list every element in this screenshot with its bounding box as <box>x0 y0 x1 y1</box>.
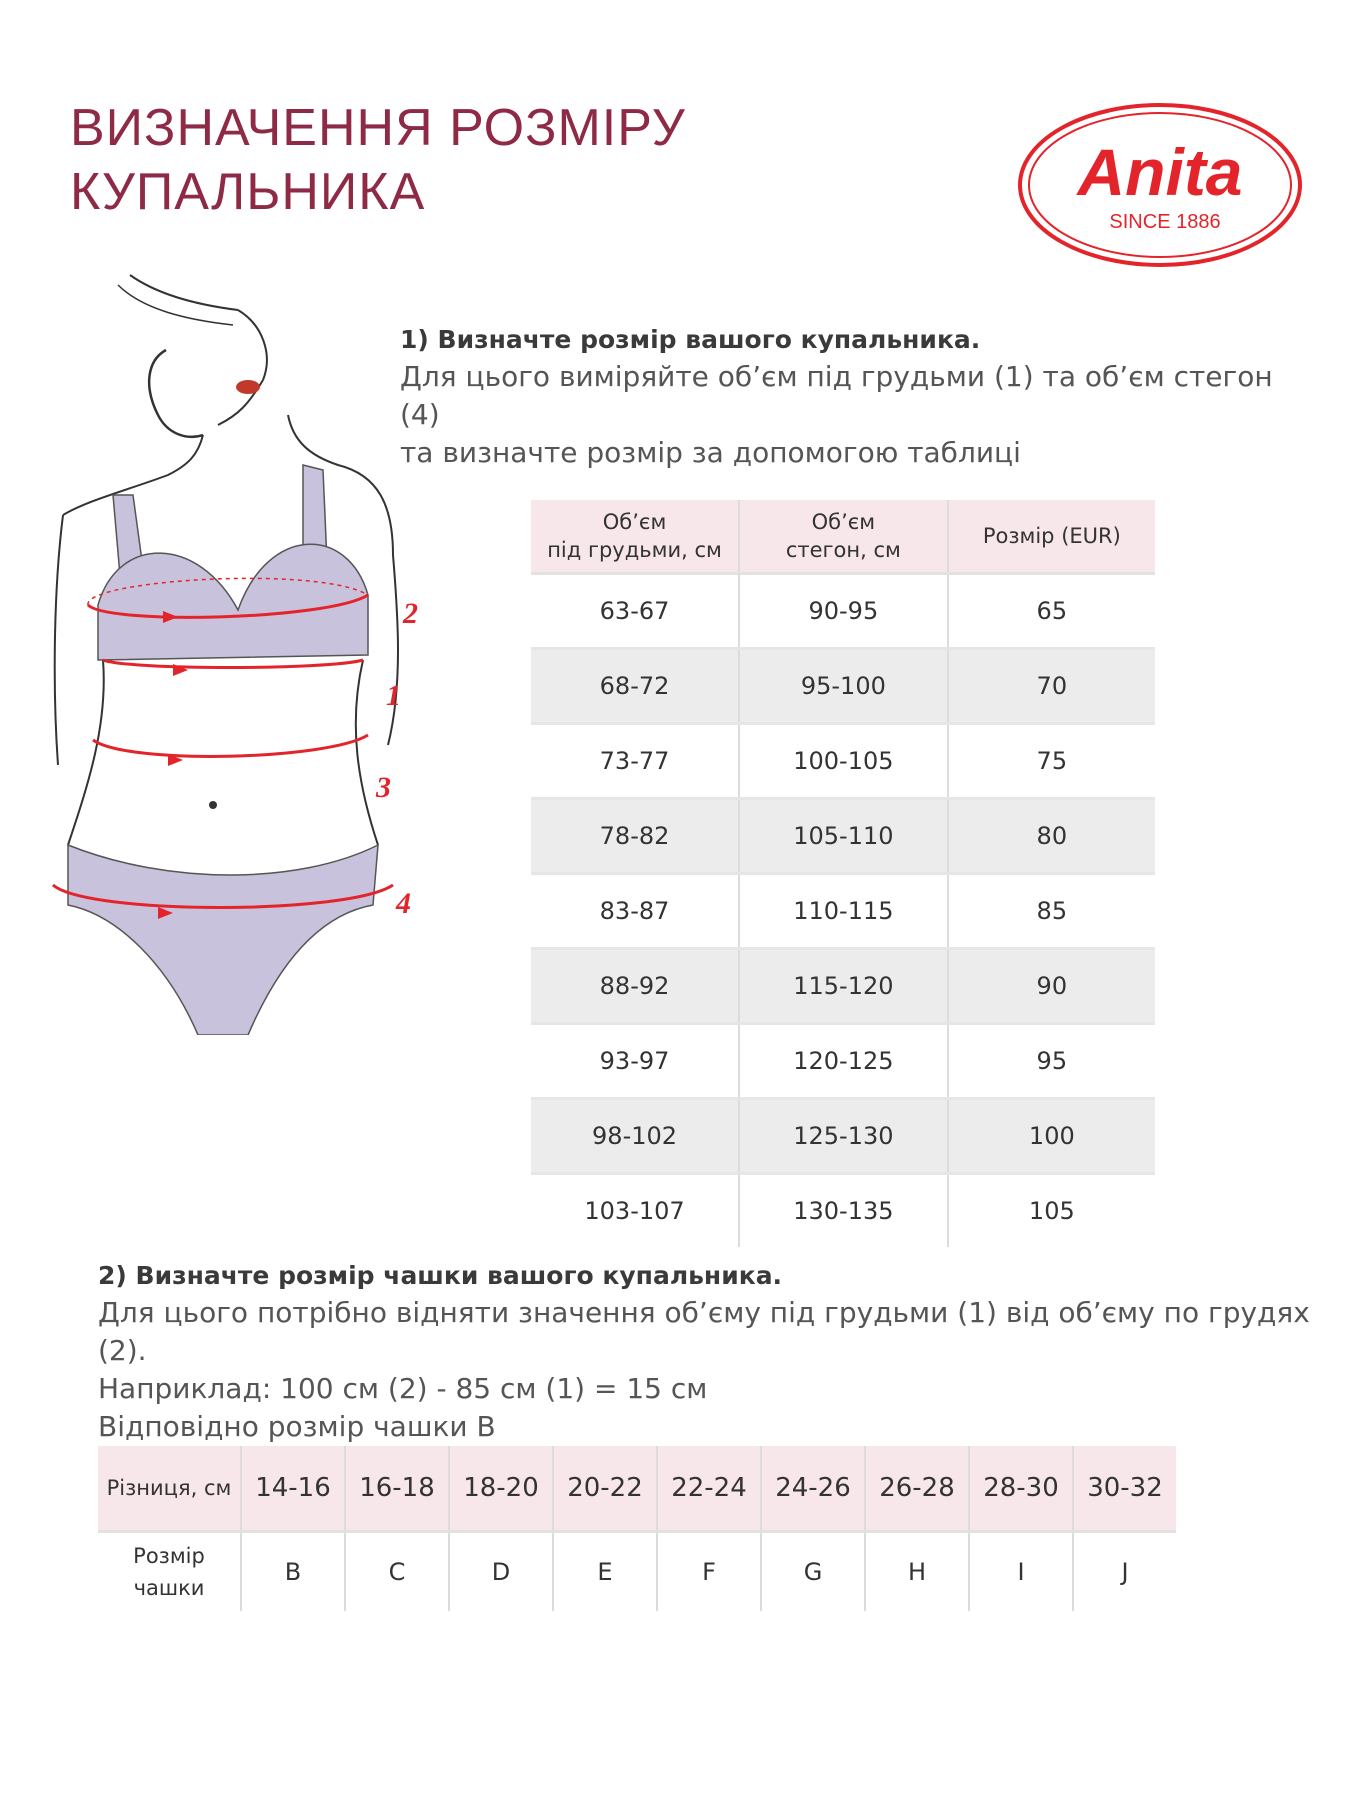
difference-cell: 26-28 <box>865 1446 969 1532</box>
marker-4: 4 <box>396 887 411 920</box>
table-row <box>531 874 1155 949</box>
logo-brand: Anita <box>1077 135 1243 209</box>
cell-underbust: 73-77 <box>531 724 739 799</box>
step2-section <box>98 1258 1328 1446</box>
page-title-line1: ВИЗНАЧЕННЯ РОЗМІРУ <box>70 99 686 157</box>
cell-hips: 125-130 <box>739 1099 948 1174</box>
cup-cell: D <box>449 1532 553 1612</box>
cell-hips: 120-125 <box>739 1024 948 1099</box>
header-hips-line1: Об’єм <box>811 510 876 534</box>
cell-size: 100 <box>948 1099 1155 1174</box>
difference-row-label: Різниця, см <box>98 1446 241 1532</box>
step1-heading: 1) Визначте розмір вашого купальника. <box>400 325 981 354</box>
cell-underbust: 78-82 <box>531 799 739 874</box>
page-title <box>70 96 686 224</box>
cup-cell: F <box>657 1532 761 1612</box>
header-hips <box>739 500 948 574</box>
cup-cell: H <box>865 1532 969 1612</box>
table-row <box>531 574 1155 649</box>
table-row <box>531 1174 1155 1248</box>
cup-row-label <box>98 1532 241 1612</box>
header-underbust-line1: Об’єм <box>602 510 667 534</box>
cup-table-cup-row <box>98 1532 1176 1612</box>
cup-cell: E <box>553 1532 657 1612</box>
cell-size: 80 <box>948 799 1155 874</box>
step1-text-line1: Для цього виміряйте об’єм під грудьми (1) та об’єм стегон (4) <box>400 360 1273 431</box>
table-row <box>531 1099 1155 1174</box>
cell-size: 75 <box>948 724 1155 799</box>
cup-row-label-line2: чашки <box>133 1576 205 1600</box>
table-row <box>531 724 1155 799</box>
header-underbust <box>531 500 739 574</box>
header-underbust-line2: під грудьми, см <box>547 538 722 562</box>
cup-cell: G <box>761 1532 865 1612</box>
cell-underbust: 88-92 <box>531 949 739 1024</box>
header-hips-line2: стегон, см <box>785 538 901 562</box>
body-measurement-illustration <box>48 265 418 1035</box>
header-size-eur <box>948 500 1155 574</box>
table-row <box>531 799 1155 874</box>
cell-size: 65 <box>948 574 1155 649</box>
cell-underbust: 103-107 <box>531 1174 739 1248</box>
page-title-line2: КУПАЛЬНИКА <box>70 163 426 221</box>
difference-cell: 22-24 <box>657 1446 761 1532</box>
step2-text-line2: Наприклад: 100 см (2) - 85 см (1) = 15 см <box>98 1372 708 1405</box>
cell-hips: 105-110 <box>739 799 948 874</box>
step1-section <box>400 322 1300 472</box>
lips-icon <box>236 380 260 394</box>
difference-cell: 28-30 <box>969 1446 1073 1532</box>
cell-underbust: 63-67 <box>531 574 739 649</box>
marker-2: 2 <box>403 597 418 630</box>
cell-hips: 95-100 <box>739 649 948 724</box>
step1-text-line2: та визначте розмір за допомогою таблиці <box>400 436 1021 469</box>
anita-logo <box>1015 100 1305 270</box>
cell-size: 90 <box>948 949 1155 1024</box>
difference-cell: 24-26 <box>761 1446 865 1532</box>
cell-underbust: 83-87 <box>531 874 739 949</box>
difference-cell: 14-16 <box>241 1446 345 1532</box>
cell-size: 105 <box>1028 1197 1075 1225</box>
cell-hips: 115-120 <box>739 949 948 1024</box>
step2-heading: 2) Визначте розмір чашки вашого купальника. <box>98 1261 783 1290</box>
cell-hips: 90-95 <box>739 574 948 649</box>
cup-cell: B <box>241 1532 345 1612</box>
cell-underbust: 68-72 <box>531 649 739 724</box>
cell-hips: 130-135 <box>739 1174 948 1248</box>
difference-cell: 20-22 <box>553 1446 657 1532</box>
difference-cell: 18-20 <box>449 1446 553 1532</box>
difference-cell: 30-32 <box>1073 1446 1176 1532</box>
cup-cell: I <box>969 1532 1073 1612</box>
step2-text-line3: Відповідно розмір чашки B <box>98 1410 496 1443</box>
cell-underbust: 98-102 <box>531 1099 739 1174</box>
table-row <box>531 1024 1155 1099</box>
step2-text-line1: Для цього потрібно відняти значення об’єму під грудьми (1) від об’єму по грудях (2). <box>98 1296 1310 1367</box>
cup-cell: C <box>345 1532 449 1612</box>
cell-underbust: 93-97 <box>531 1024 739 1099</box>
table-row <box>531 949 1155 1024</box>
cell-size: 70 <box>948 649 1155 724</box>
cell-size: 85 <box>948 874 1155 949</box>
size-table-header-row <box>531 500 1155 574</box>
navel-icon <box>209 801 217 809</box>
marker-3: 3 <box>376 771 391 804</box>
cup-size-table <box>98 1446 1176 1611</box>
cup-table-difference-row <box>98 1446 1176 1532</box>
header-size-eur-label: Розмір (EUR) <box>982 524 1121 548</box>
cell-hips: 110-115 <box>739 874 948 949</box>
cup-cell: J <box>1121 1558 1129 1586</box>
cell-size: 95 <box>948 1024 1155 1099</box>
marker-1: 1 <box>386 679 401 712</box>
cup-row-label-line1: Розмір <box>133 1544 205 1568</box>
size-table <box>531 500 1155 1247</box>
difference-cell: 16-18 <box>345 1446 449 1532</box>
logo-tagline: SINCE 1886 <box>1109 211 1221 233</box>
cell-hips: 100-105 <box>739 724 948 799</box>
table-row <box>531 649 1155 724</box>
